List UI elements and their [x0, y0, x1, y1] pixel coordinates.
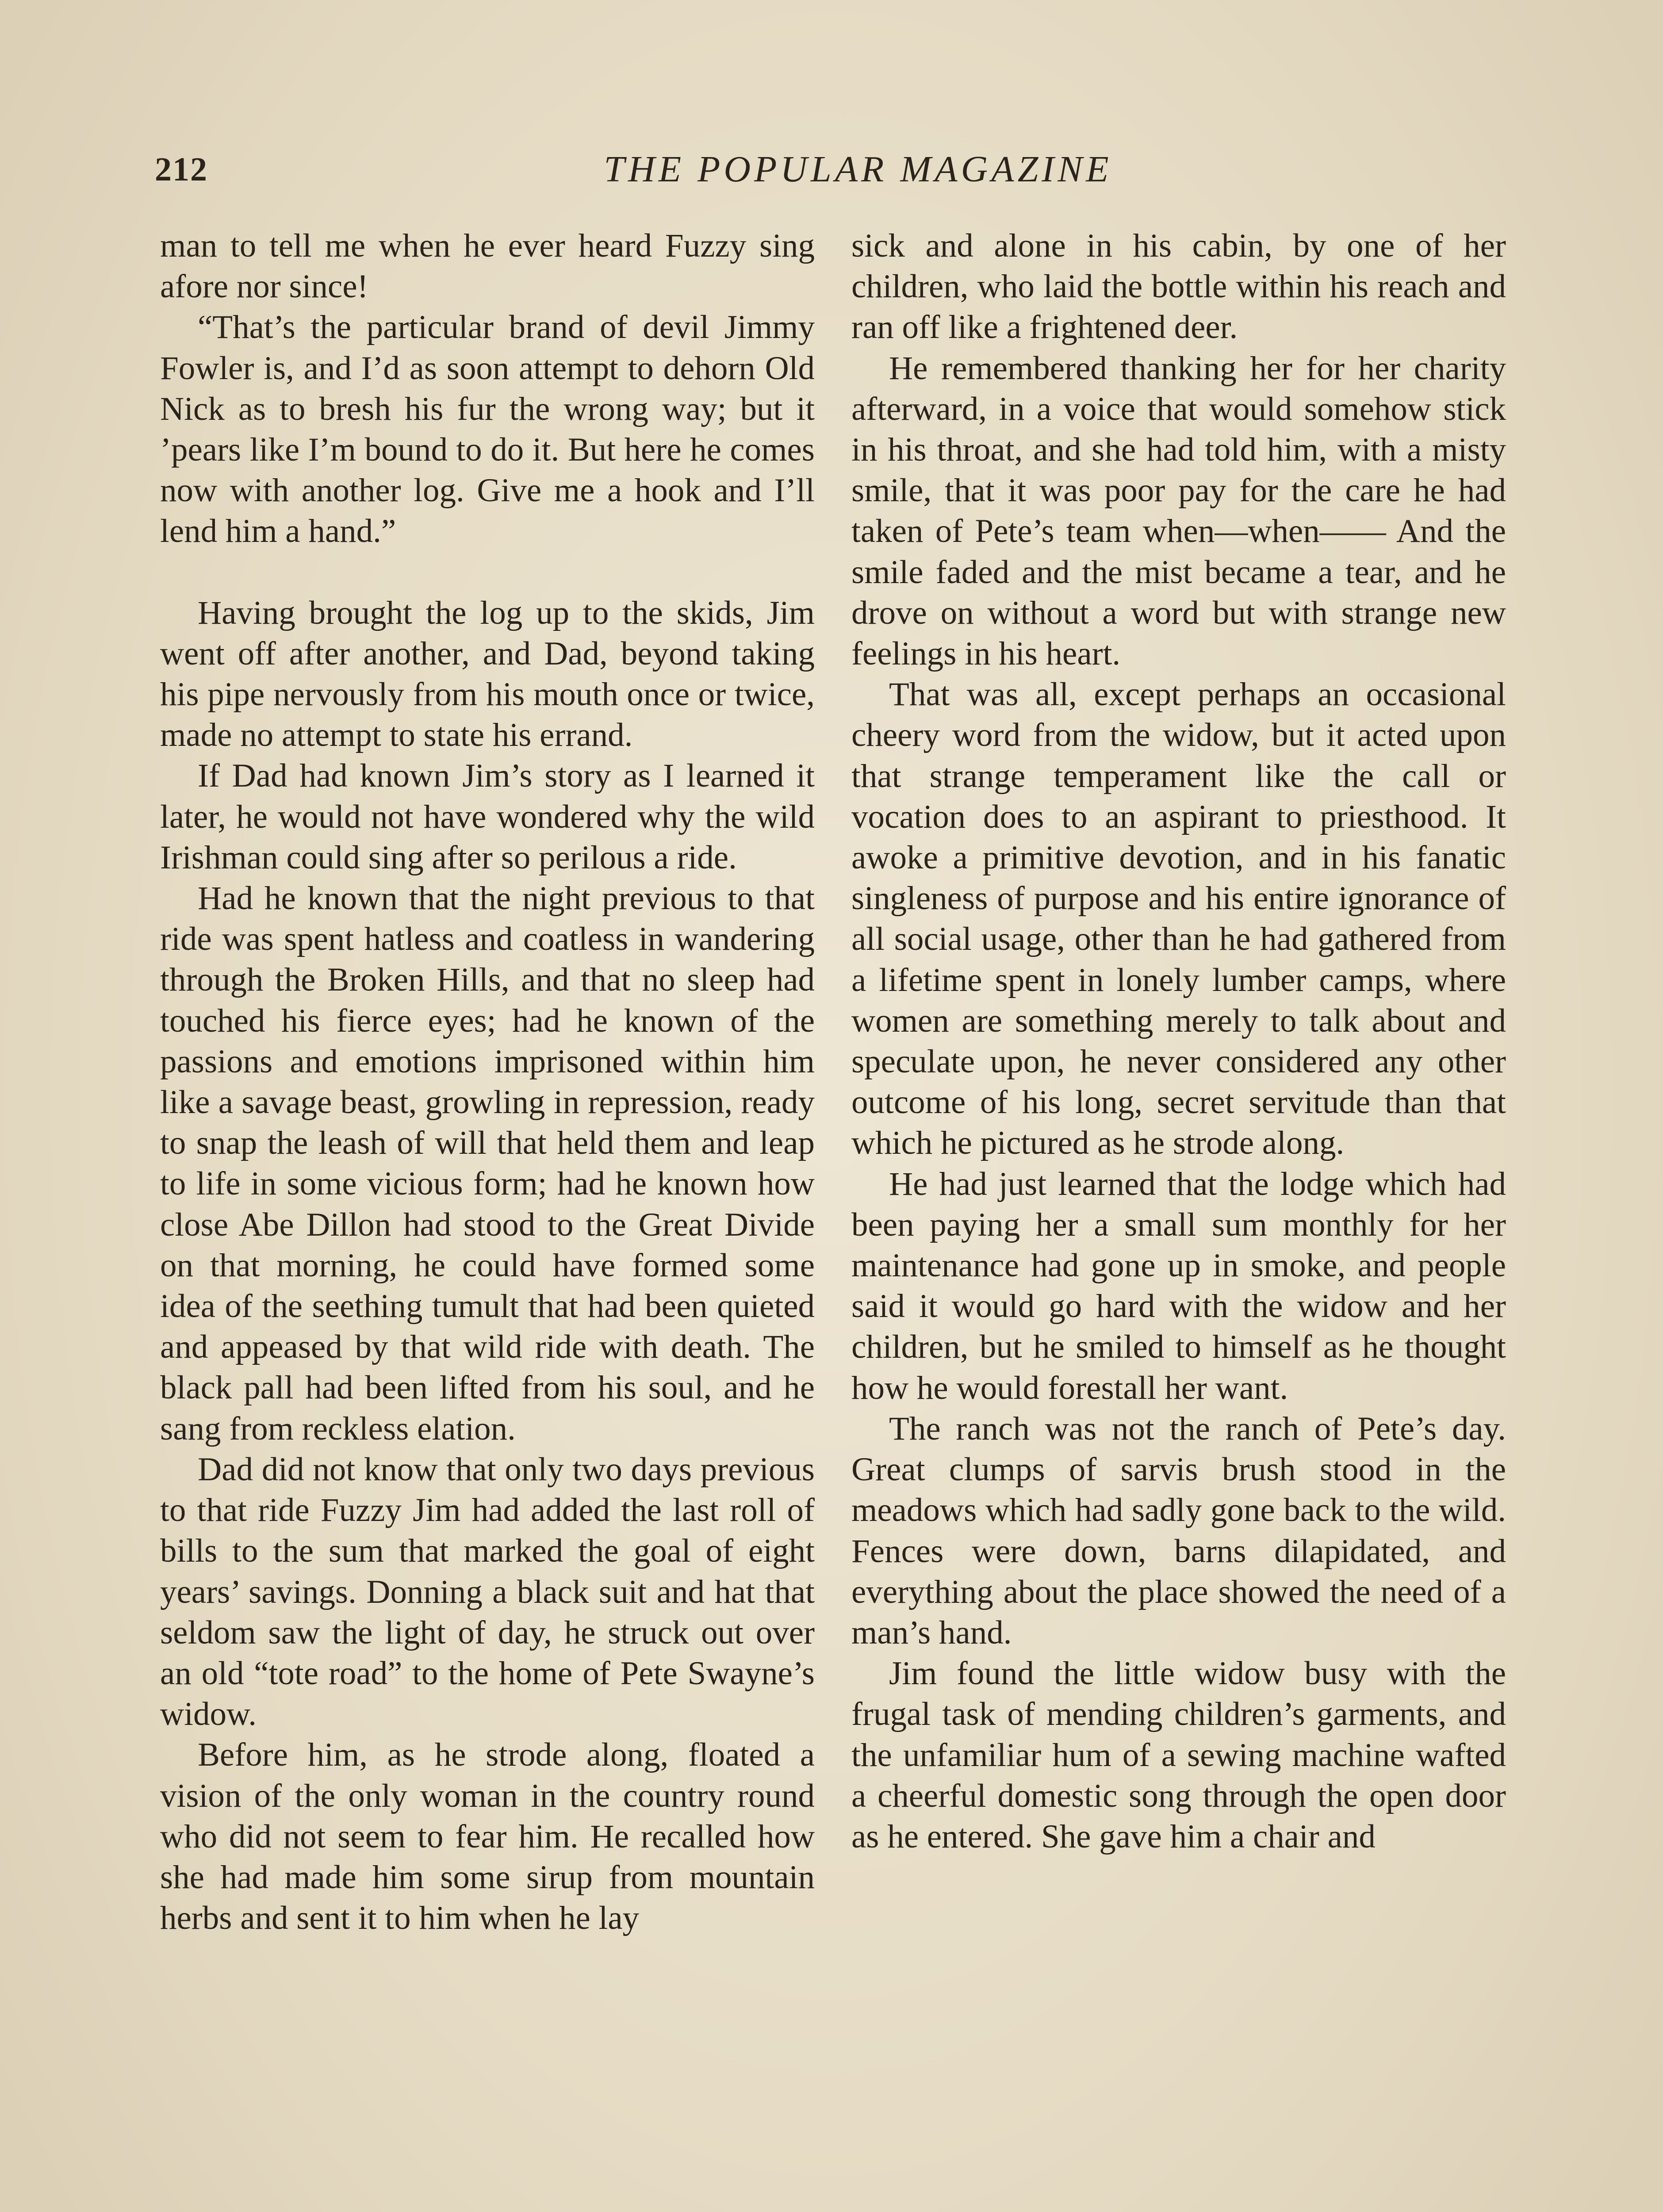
paragraph: Before him, as he strode along, floated a vision of the only woman in the country round who did not seem to fear him. He recalled how she had made him some sirup from mountain herbs and sent it to him when he lay	[160, 1736, 815, 1937]
paragraph: man to tell me when he ever heard Fuzzy sing afore nor since!	[160, 227, 815, 305]
running-head: THE POPULAR MAGAZINE	[604, 149, 1112, 190]
right-column	[851, 226, 1506, 1857]
paragraph: Having brought the log up to the skids, Jim went off after another, and Dad, beyond taking his pipe nervously from his mouth once or twice, made no attempt to state his errand.	[160, 594, 815, 754]
left-column	[160, 226, 815, 1939]
paragraph: “That’s the particular brand of devil Jimmy Fowler is, and I’d as soon attempt to dehorn Old Nick as to bresh his fur the wrong way; but it ’pears like I’m bound to do it. But here he comes now with another log. Give me a hook and I’ll lend him a hand.”	[160, 309, 815, 550]
paragraph: If Dad had known Jim’s story as I learned it later, he would not have wondered why the wild Irishman could sing after so perilous a ride.	[160, 757, 815, 876]
paragraph: He remembered thanking her for her charity afterward, in a voice that would somehow stick in his throat, and she had told him, with a misty smile, that it was poor pay for the care he had taken of Pete’s team when—when—— And the smile faded and the mist became a tear, and he drove on without a word but with strange new feelings in his heart.	[851, 349, 1506, 672]
page-number: 212	[155, 151, 208, 188]
paragraph: The ranch was not the ranch of Pete’s day. Great clumps of sarvis brush stood in the meadows which had sadly gone back to the wild. Fences were down, barns dilapidated, and everything about the place showed the need of a man’s hand.	[851, 1410, 1506, 1651]
paragraph: sick and alone in his cabin, by one of her children, who laid the bottle within his reach and ran off like a frightened deer.	[851, 227, 1506, 346]
paragraph: Jim found the little widow busy with the frugal task of mending children’s garments, and the unfamiliar hum of a sewing machine wafted a cheerful domestic song through the open door as he entered. She gave him a chair and	[851, 1655, 1506, 1855]
paragraph: He had just learned that the lodge which had been paying her a small sum monthly for her maintenance had gone up in smoke, and people said it would go hard with the widow and her children, but he smiled to himself as he thought how he would forestall her want.	[851, 1165, 1506, 1406]
paragraph: Dad did not know that only two days previous to that ride Fuzzy Jim had added the last roll of bills to the sum that marked the goal of eight years’ savings. Donning a black suit and hat that seldom saw the light of day, he struck out over an old “tote road” to the home of Pete Swayne’s widow.	[160, 1451, 815, 1733]
paragraph: Had he known that the night previous to that ride was spent hatless and coatless in wandering through the Broken Hills, and that no sleep had touched his fierce eyes; had he known of the passions and emotions imprisoned within him like a savage beast, growling in repression, ready to snap the leash of will that held them and leap to life in some vicious form; had he known how close Abe Dillon had stood to the Great Divide on that morning, he could have formed some idea of the seething tumult that had been quieted and appeased by that wild ride with death. The black pall had been lifted from his soul, and he sang from reckless elation.	[160, 880, 815, 1447]
page-header	[155, 146, 1508, 204]
paragraph: That was all, except perhaps an occasional cheery word from the widow, but it acted upon that strange temperament like the call or vocation does to an aspirant to priesthood. It awoke a primitive devotion, and in his fanatic singleness of purpose and his entire ignorance of all social usage, other than he had gathered from a lifetime spent in lonely lumber camps, where women are something merely to talk about and speculate upon, he never considered any other outcome of his long, secret servitude than that which he pictured as he strode along.	[851, 676, 1506, 1162]
